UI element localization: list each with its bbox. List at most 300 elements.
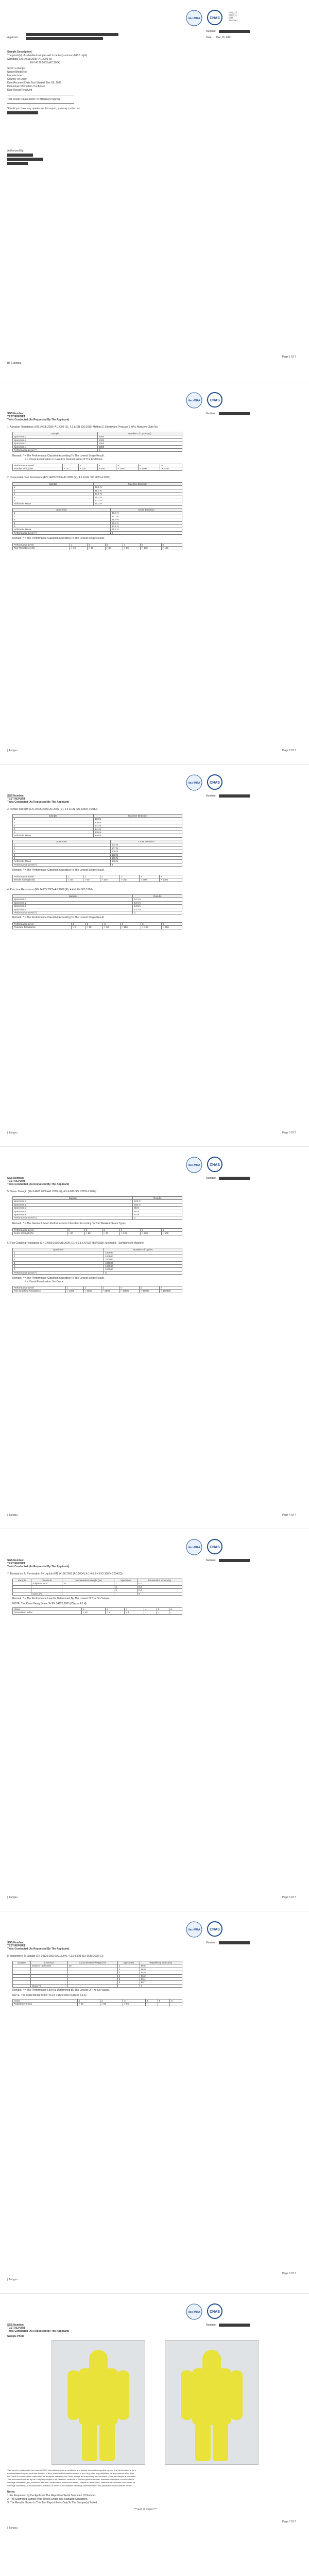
field-size-range: Size/ Lo Range [7,67,25,70]
table-cell: 6 [104,1271,182,1274]
table-cell: 1 [70,544,87,547]
table-header: Machine Direction [94,483,182,486]
table-cell: 1 [81,1608,105,1611]
table-cell: Flex Cracking Resistance [13,1290,66,1293]
fine-print-line: documentation for your particular function of time, client and information issued to you. Any other responsibilities for any persons other than [7,2472,134,2475]
table-cell: > 1000 [116,467,139,470]
ilac-mra-logo [185,1538,203,1556]
cnas-logo [206,2303,227,2320]
note-item: 3) The Results Shown In This Test Report Refer Only To The Sample(s) Tested. [7,2501,98,2504]
table-cell: 104 N [110,843,182,846]
table-cell: 4 [116,464,139,467]
tests-conducted-label: Tests Conducted (As Requested By The Applicant) [7,2330,70,2333]
section-7-remark: Remark: * = The Performance Level Is Determined By The Lowest Of The Six Values. [12,1597,110,1600]
number-redaction [219,2324,250,2327]
table-cell: 4 [13,496,94,499]
table-cell: 3 [102,1229,119,1232]
number-redaction [219,1941,250,1944]
permeation-level-table [12,1607,182,1615]
number-label: Number: [206,794,216,798]
table-cell: 105 N [110,850,182,853]
table-cell: 1 [62,464,78,467]
sample-description-label: Sample Description: [7,50,32,54]
field-country-of-origin: Country Of Origin [7,78,27,81]
sgs-number-label: SGS Number: [7,1177,24,1180]
flex-level-table [12,1286,182,1293]
table-cell [67,1984,117,1987]
table-cell: 4 [120,875,140,878]
table-cell: 5 [141,544,161,547]
table-cell: - [144,1611,157,1614]
contact-redaction [7,111,38,114]
test-report-label: TEST REPORT [7,1944,26,1947]
table-cell: 100000 [104,1251,182,1255]
page-number: Page 6 Of 7 [282,2272,296,2275]
section-1-title: 1. Abrasion Resistance (EN 14605:2005+A1:2009 (E), 4.1 & EN 530:2010, Method 2, Downward Pressure 9 kPa, Abrasive Cloth No. [7,426,159,429]
ilac-mra-logo [185,9,203,27]
table-cell: > 60 [83,878,100,882]
table-cell: 95 N [133,1210,182,1213]
table-header: Number Of Cycles [104,1248,182,1251]
table-cell: 2 [13,821,94,824]
section-6-title: 6. Flex Cracking Resistance (EN 14605:2005+A1:2009 (E), 4.1 & EN ISO 7854:1995, Method B - Schildknecht Machine) [7,1242,145,1245]
table-cell: > 50 [103,926,121,929]
tests-conducted-label: Tests Conducted (As Requested By The Applicant) [7,418,70,421]
number-redaction [219,30,250,33]
table-cell: 107 N [110,846,182,850]
cnas-logo-text: CNAS [210,1163,220,1167]
table-cell: 31.9 N [110,518,182,521]
table-cell: 5 [157,1608,169,1611]
table-cell: 40.3 N [94,496,182,499]
cnas-logo-text: CNAS [210,781,220,785]
table-cell: 2 [114,1585,138,1588]
table-cell: Sulphuric Acid [31,1582,62,1585]
test-result-line: Test Result Please Refer To Attached Page(S). [7,98,61,101]
table-cell: 100000 [104,1261,182,1264]
cnas-logo [206,9,227,27]
end-of-report: *** End of Report *** [134,2508,158,2511]
table-cell: 102 N [110,853,182,856]
suit-arm-left [181,2370,193,2420]
suit-leg-right [99,2423,115,2461]
table-cell: Specimen 2 [13,1203,133,1206]
table-cell: 96.0 [140,1968,182,1971]
table-cell: 1 [13,512,111,515]
table-cell: Performance Level [13,544,70,547]
contact-note: Should you have any queries on this report, you may contact us. [7,107,81,110]
table-cell: 3 [13,493,94,496]
report-page-2 [0,382,309,765]
table-cell: 44.3 N [94,502,182,505]
table-cell: > 95 [123,2003,145,2006]
table-cell: Specimen 5 [13,1213,133,1216]
table-cell: 1 [67,1229,84,1232]
table-cell: > 30 [67,878,83,882]
table-cell: > 50 [84,1232,102,1235]
table-cell: 100000 [104,1265,182,1268]
table-cell: 2 [13,489,94,492]
tear-md-table [12,482,182,506]
note-item: 2) The Submitted Sample Was Tested Under The Standard Conditions. [7,2498,88,2501]
page-number: Page 7 Of 7 [282,2520,296,2523]
cnas-logo [206,392,227,409]
table-cell: 5 [13,1265,104,1268]
report-page-3 [0,765,309,1147]
section-4-title: 4. Puncture Resistance (EN 14605:2005+A1:2009 (E), 4.4 & EN 863:1996) [7,888,93,891]
table-header: Results [133,895,182,898]
table-cell: 5 [141,1229,161,1232]
table-cell: > 100 [141,547,161,550]
tests-conducted-label: Tests Conducted (As Requested By The Applicant) [7,1183,70,1186]
table-cell: 4 [13,521,111,524]
table-cell: 5 [141,923,162,926]
table-cell: > 1000 [159,878,182,882]
table-cell: 2 [78,464,97,467]
table-row [13,834,182,837]
table-cell: 96.4 [140,1978,182,1981]
table-cell: 5 [13,831,94,834]
suit-arm-right [117,2370,129,2420]
number-label: Number: [206,1177,216,1180]
table-cell: 29.9 N [110,521,182,524]
table-cell: 3 [100,875,119,878]
report-page-7 [0,2294,309,2576]
cnas-logo-text: CNAS [210,16,220,20]
table-cell: 6 [160,1286,182,1290]
table-cell: Performance Level [13,1286,66,1290]
section-7-note: NOTE: The Class Being Below To EN 14126:2003 (Clause 4.1.4) [12,1602,87,1605]
number-redaction [219,412,250,415]
table-cell: 2000 [97,435,182,438]
table-cell: 0.0 [138,1585,182,1588]
abrasion-level-table [12,464,182,471]
report-page-1 [0,0,309,382]
table-cell: Specimen 3 [13,905,133,908]
table-cell: 1 [77,1999,100,2003]
table-cell: 43.3 N [94,499,182,502]
table-row [13,1216,182,1219]
table-cell: 6 [159,875,182,878]
table-header: Cross Direction [110,509,182,512]
table-cell: 31.4 N [110,528,182,531]
table-cell: 109 N [110,857,182,860]
table-cell: 3 [13,518,111,521]
table-cell: 2 [84,1229,102,1232]
sgs-number-label: SGS Number: [7,794,24,798]
table-cell: > 1000 [65,1290,83,1293]
table-cell: > 500 [97,467,116,470]
applicant-label: Applicant: [7,36,19,39]
table-cell: Specimen 1 [13,1200,133,1203]
table-cell: > 500 [140,878,159,882]
page-footer: | Jiangsu [7,2527,18,2530]
table-cell: 2000 [97,442,182,445]
applicant-redaction [26,33,118,36]
table-cell: 48.3 N [94,489,182,492]
sgs-number-label: SGS Number: [7,2324,24,2327]
table-cell: 5 [117,1978,140,1981]
table-cell: 104 N [133,1203,182,1206]
table-cell: Performance Level [13,464,63,467]
suit-leg-right [213,2423,228,2461]
table-cell: 102 N [133,1200,182,1203]
table-header: Chemical [30,1961,67,1964]
table-cell: 96.2 [140,1974,182,1977]
number-redaction [219,1177,250,1180]
table-cell: 3 [117,1971,140,1974]
table-cell: Seam Strength (N) [13,1232,67,1235]
table-cell: 3 [138,1592,182,1595]
table-cell: 46.1 N [94,486,182,489]
table-cell: 5 [13,857,111,860]
signature-redaction-3 [7,162,28,165]
report-page-5 [0,1529,309,1911]
ilac-logo-text: ilac-MRA [188,782,200,785]
table-cell: 6 [161,544,182,547]
table-cell: 3 [125,1608,144,1611]
table-cell: 6 [162,923,182,926]
table-cell: Performance Level (*) [13,531,111,534]
table-header: Sample [13,432,98,435]
table-cell: 4 [13,827,94,831]
table-cell: 5 [13,525,111,528]
table-cell: Performance Level (*) [13,449,98,452]
sample-photo-front [52,2340,145,2465]
table-cell: 3 [110,863,182,866]
table-cell [114,1592,138,1595]
table-cell: > 80 [77,2003,100,2006]
table-cell: > 90 [100,2003,123,2006]
ilac-logo-text: ilac-MRA [188,1546,200,1549]
section-3-remark: Remark: * = The Performance Classified According To The Lowest Single Result. [12,869,105,872]
ilac-logo-text: ilac-MRA [188,17,200,20]
table-cell: 1 [117,1964,140,1968]
sample-photo-back [165,2340,259,2465]
table-cell: 5 [158,1999,170,2003]
table-cell: 3 [13,850,111,853]
table-cell: > 250 [120,878,140,882]
table-cell: 5 [13,499,94,502]
number-redaction [219,1559,250,1562]
page-footer: | Jiangsu [7,1514,18,1517]
field-model-no: Nature/Model No [7,71,27,74]
table-cell: 1 [67,875,83,878]
table-header: Specimen [114,1579,138,1582]
table-cell: 3 [105,544,123,547]
table-cell: 1 [13,818,94,821]
table-header: Concentration Weight (%) [62,1579,114,1582]
table-cell: 32.0 N [110,515,182,518]
table-cell: 2 [83,1286,101,1290]
sample-line-1: The photo(s) of submitted sample said to be body armour (NIST Light) [7,54,88,57]
table-cell: 100000 [104,1258,182,1261]
table-cell: 4 [119,1286,139,1290]
suit-leg-left [82,2423,97,2461]
table-cell: 10 [67,1964,117,1968]
tests-conducted-label: Tests Conducted (As Requested By The Applicant) [7,801,70,804]
table-cell: > 10 [70,547,87,550]
table-cell: Performance Level (*) [13,863,111,866]
section-6-remark: Remark: * = The Performance Classified According To The Lowest Single Result. [12,1277,105,1280]
table-cell: - [169,1611,182,1614]
table-row [13,531,182,534]
section-1-remark: Remark: * = The Performance Classified According To The Lowest Single Result. [12,454,105,457]
puncture-table [12,894,182,914]
table-header: Sample [13,1579,31,1582]
table-cell: 30 [62,1582,114,1585]
table-cell: 105 N [110,860,182,863]
tear-level-table [12,543,182,550]
table-cell: 6 [97,449,182,452]
page-number: Page 2 Of 7 [282,749,296,752]
section-8-note: NOTE: The Class Being Below To EN 14126:2003 (Clause 4.1.5) [12,1994,87,1997]
repellency-level-table [12,1999,182,2006]
table-cell: Tensile Strength (N) [13,878,67,882]
number-label: Number: [206,2324,216,2327]
table-cell: Specimen 1 [13,898,133,901]
ilac-mra-logo [185,392,203,409]
table-cell: 95.6 [140,1964,182,1968]
section-3-title: 3. Tensile Strength (EN 14605:2005+A1:2009 (E), 4.3 & EN ISO 13934-1:2013) [7,808,98,811]
fine-print-line: This report is made under the basis of SGS' international general conditions and related information supplied by you. It is the intended to be a [7,2469,136,2471]
table-row [13,1271,182,1274]
table-cell: Class [13,1608,82,1611]
table-row [13,449,182,452]
table-row [13,1232,182,1235]
table-cell: 2 [100,1999,123,2003]
table-cell: 138 N [94,821,182,824]
table-cell: 95.7 [140,1981,182,1984]
table-cell: 4 [13,1261,104,1264]
table-cell: 14.2 N [133,898,182,901]
ilac-mra-logo [185,1156,203,1174]
table-header: Specimen [13,509,111,512]
number-redaction [219,794,250,798]
table-cell: Specimen 4 [13,445,98,448]
sgs-number-label: SGS Number: [7,1941,24,1944]
cnas-logo [206,774,227,791]
table-cell: 5 [138,464,160,467]
table-cell: > 2000 [160,467,182,470]
cnas-logo-text: CNAS [210,1928,220,1931]
cnas-sub-text: 中国认可 国际互认 检测 TESTING [229,11,238,22]
seam-level-table [12,1228,182,1235]
table-header: Repellency Index (%) [140,1961,182,1964]
ilac-logo-text: ilac-MRA [188,1164,200,1167]
table-row [13,926,182,929]
puncture-level-table [12,922,182,929]
table-cell: Tear Resistance (N) [13,547,70,550]
table-cell: - [146,2003,158,2006]
ilac-logo-text: ilac-MRA [188,1928,200,1931]
ilac-mra-logo [185,1921,203,1938]
table-cell: > 20 [88,547,105,550]
number-label: Number: [206,412,216,415]
table-header: Sample [13,1197,133,1200]
sgs-number-label: SGS Number: [7,1559,24,1562]
table-cell: Number Of Cycles [13,467,63,470]
ilac-mra-logo [185,774,203,791]
permeation-table [12,1579,182,1596]
cnas-logo [206,1921,227,1938]
ilac-logo-text: ilac-MRA [188,399,200,402]
section-6-remark-2: # = Visual Examination: No Crack [25,1280,63,1283]
table-cell: 13.9 N [133,901,182,904]
table-cell: > 100 [100,878,119,882]
table-cell: Performance Level (*) [13,1271,104,1274]
sample-photo-title: Sample Photo [7,2335,25,2338]
table-cell: < 1 [125,1611,144,1614]
ilac-mra-logo [185,2303,203,2320]
table-header: Specimen [13,1248,104,1251]
table-row [13,1984,182,1987]
table-cell [62,1592,114,1595]
table-cell: 4 [121,923,141,926]
report-page-6 [0,1911,309,2294]
cnas-logo-text: CNAS [210,2310,220,2314]
table-cell: > 150 [161,547,182,550]
table-header: Sample [13,815,94,818]
section-2-remark: Remark: * = The Performance Classified According To The Lowest Single Result. [12,537,105,540]
table-cell: 2 [13,1255,104,1258]
table-cell: 2000 [97,438,182,442]
table-cell: 4 [120,1229,141,1232]
section-5-title: 5. Seam Strength (EN 14605:2005+A1:2009 (E), 4.5 & EN ISO 13935-2:2014) [7,1190,97,1193]
table-cell: 2 [133,911,182,914]
test-report-label: TEST REPORT [7,1562,26,1565]
table-cell: 1 [13,486,94,489]
table-cell: 136 N [94,834,182,837]
suit-hood [89,2350,108,2370]
test-report-label: TEST REPORT [7,798,26,801]
table-cell: - [158,2003,170,2006]
number-label: Number: [206,1941,216,1944]
table-cell: 14.6 N [133,905,182,908]
tensile-md-table [12,814,182,838]
table-cell: 0.0 [138,1582,182,1585]
table-cell: Puncture Resistance [13,926,72,929]
test-report-label: TEST REPORT [7,2327,26,2330]
table-row [13,467,182,470]
table-header: Results [133,1197,182,1200]
table-cell: 6 [169,1608,182,1611]
table-header: Specimen [13,840,111,843]
table-cell: > 10 [62,467,78,470]
table-cell: 13.2 N [133,908,182,911]
table-cell: Class [13,1999,78,2003]
table-cell: < 5 [105,1611,125,1614]
table-header: Concentration Weight (%) [67,1961,117,1964]
table-cell: > 5000 [101,1290,119,1293]
address-redaction [26,37,103,40]
table-cell: > 5 [71,926,85,929]
table-cell: 2 [117,1968,140,1971]
table-cell: > 75 [102,1232,119,1235]
suit-leg-left [195,2423,211,2461]
section-2-title: 2. Trapezoidal Tear Resistance (EN 14605:2005+A1:2009 (E), 4.2 & EN ISO 9073-4:1997) [7,476,110,479]
table-cell: 4 [117,1974,140,1977]
test-report-label: TEST REPORT [7,1180,26,1183]
divider [7,103,74,104]
suit-arm-left [67,2370,80,2420]
notes-title: Notes: [7,2490,15,2494]
table-cell: > 100 [78,467,97,470]
table-cell: 5 [140,875,159,878]
fine-print-line: the Client in respect of this report shall be accepted neither by the Client, except as is expressly set out herein. Once the sample is submitted [7,2475,136,2478]
suit-hood [202,2350,221,2370]
cnas-logo [206,1538,227,1556]
